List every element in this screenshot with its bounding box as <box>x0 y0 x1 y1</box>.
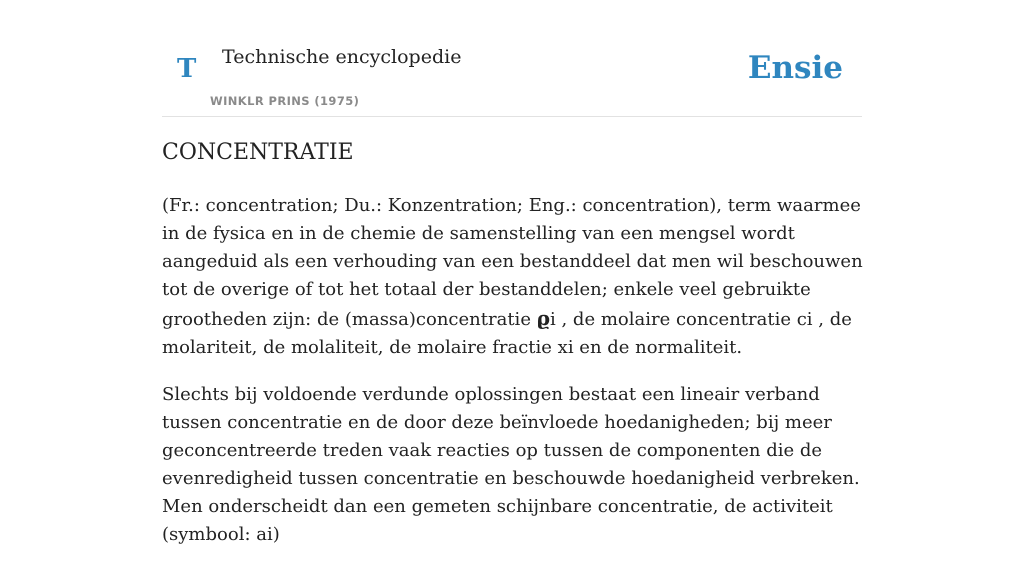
paragraph-text: i , de molaire concentratie ci , de molariteit, de molaliteit, de molaire fractie xi en de normaliteit. <box>162 309 852 358</box>
rho-symbol: ϱ <box>536 306 550 330</box>
book-title[interactable]: Technische encyclopedie <box>222 46 462 68</box>
article-paragraph-2: Slechts bij voldoende verdunde oplossingen bestaat een lineair verband tussen concentratie en de door deze beïnvloede hoedanigheden; bij meer geconcentreerde treden vaak reacties op tussen de componenten die de evenredigheid tussen concentratie en beschouwde hoedanigheid verbreken. Men onderscheidt dan een gemeten schijnbare concentratie, de activiteit (symbool: ai) <box>162 384 860 545</box>
book-logo-icon[interactable]: T <box>177 54 197 84</box>
article-paragraph-1 <box>162 192 872 362</box>
article-body <box>162 192 872 568</box>
header <box>162 30 862 117</box>
book-source: WINKLR PRINS (1975) <box>210 94 360 108</box>
brand-logo[interactable]: Ensie <box>747 50 843 86</box>
paragraph-text: (Fr.: concentration; Du.: Konzentration; Eng.: concentration), term waarmee in de fysica en in de chemie de samenstelling van een mengsel wordt aangeduid als een verhouding van een bestanddeel dat men wil beschouwen tot de overige of tot het totaal der bestanddelen; enkele veel gebruikte grootheden zijn: de (massa)concentratie <box>162 195 863 330</box>
page-title: CONCENTRATIE <box>162 140 354 165</box>
